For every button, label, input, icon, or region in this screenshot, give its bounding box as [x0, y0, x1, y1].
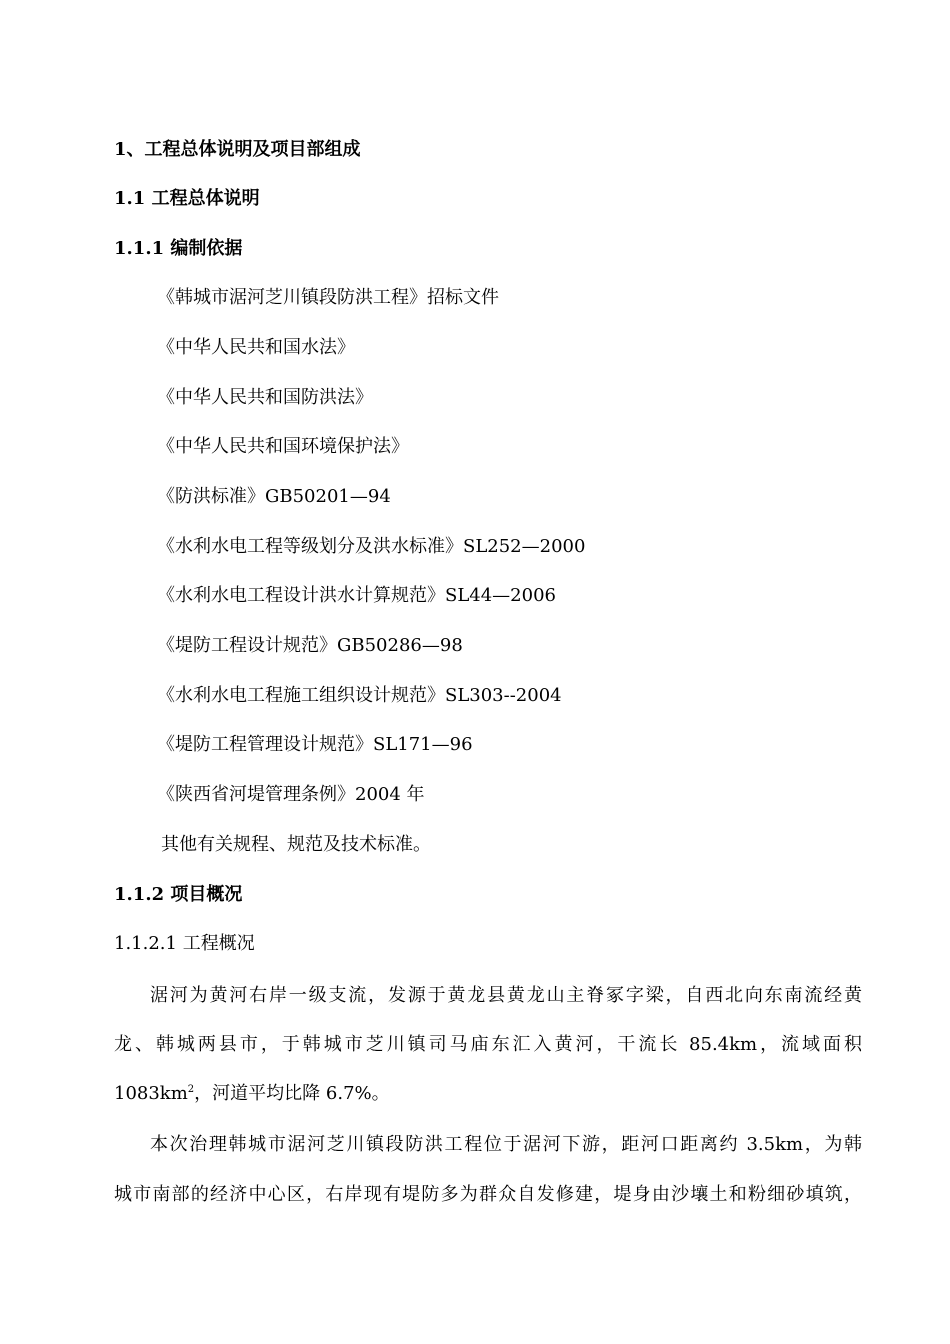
paragraph-2-line-2: 城市南部的经济中心区，右岸现有堤防多为群众自发修建，堤身由沙壤土和粉细砂填筑， — [114, 1184, 862, 1205]
reference-item: 《水利水电工程施工组织设计规范》SL303--2004 — [157, 685, 562, 706]
reference-item: 《中华人民共和国防洪法》 — [157, 387, 373, 408]
heading-1-1-1: 1.1.1 编制依据 — [114, 238, 243, 259]
reference-item: 《陕西省河堤管理条例》2004 年 — [157, 784, 425, 805]
reference-other: 其他有关规程、规范及技术标准。 — [161, 834, 431, 855]
reference-item: 《堤防工程设计规范》GB50286—98 — [157, 635, 463, 656]
superscript: 2 — [187, 1084, 195, 1095]
area-value: 1083km — [114, 1083, 188, 1104]
heading-1: 1、工程总体说明及项目部组成 — [114, 139, 361, 160]
paragraph-1-line-2: 龙、韩城两县市，于韩城市芝川镇司马庙东汇入黄河，干流长 85.4km，流域面积 — [114, 1034, 862, 1055]
reference-item: 《防洪标准》GB50201—94 — [157, 486, 391, 507]
reference-item: 《韩城市涺河芝川镇段防洪工程》招标文件 — [157, 287, 499, 308]
reference-item: 《水利水电工程设计洪水计算规范》SL44—2006 — [157, 585, 556, 606]
heading-1-1: 1.1 工程总体说明 — [114, 188, 260, 209]
paragraph-1-line-3 — [114, 1082, 862, 1106]
paragraph-1-line-1: 涺河为黄河右岸一级支流，发源于黄龙县黄龙山主脊冢字梁，自西北向东南流经黄 — [150, 985, 862, 1006]
heading-1-1-2-1: 1.1.2.1 工程概况 — [114, 933, 255, 954]
reference-item: 《中华人民共和国水法》 — [157, 337, 355, 358]
reference-item: 《堤防工程管理设计规范》SL171—96 — [157, 734, 473, 755]
reference-item: 《中华人民共和国环境保护法》 — [157, 436, 409, 457]
heading-1-1-2: 1.1.2 项目概况 — [114, 884, 243, 905]
paragraph-1-line-3-rest: ，河道平均比降 6.7%。 — [194, 1083, 390, 1104]
reference-item: 《水利水电工程等级划分及洪水标准》SL252—2000 — [157, 536, 586, 557]
paragraph-2-line-1: 本次治理韩城市涺河芝川镇段防洪工程位于涺河下游，距河口距离约 3.5km，为韩 — [150, 1134, 862, 1155]
